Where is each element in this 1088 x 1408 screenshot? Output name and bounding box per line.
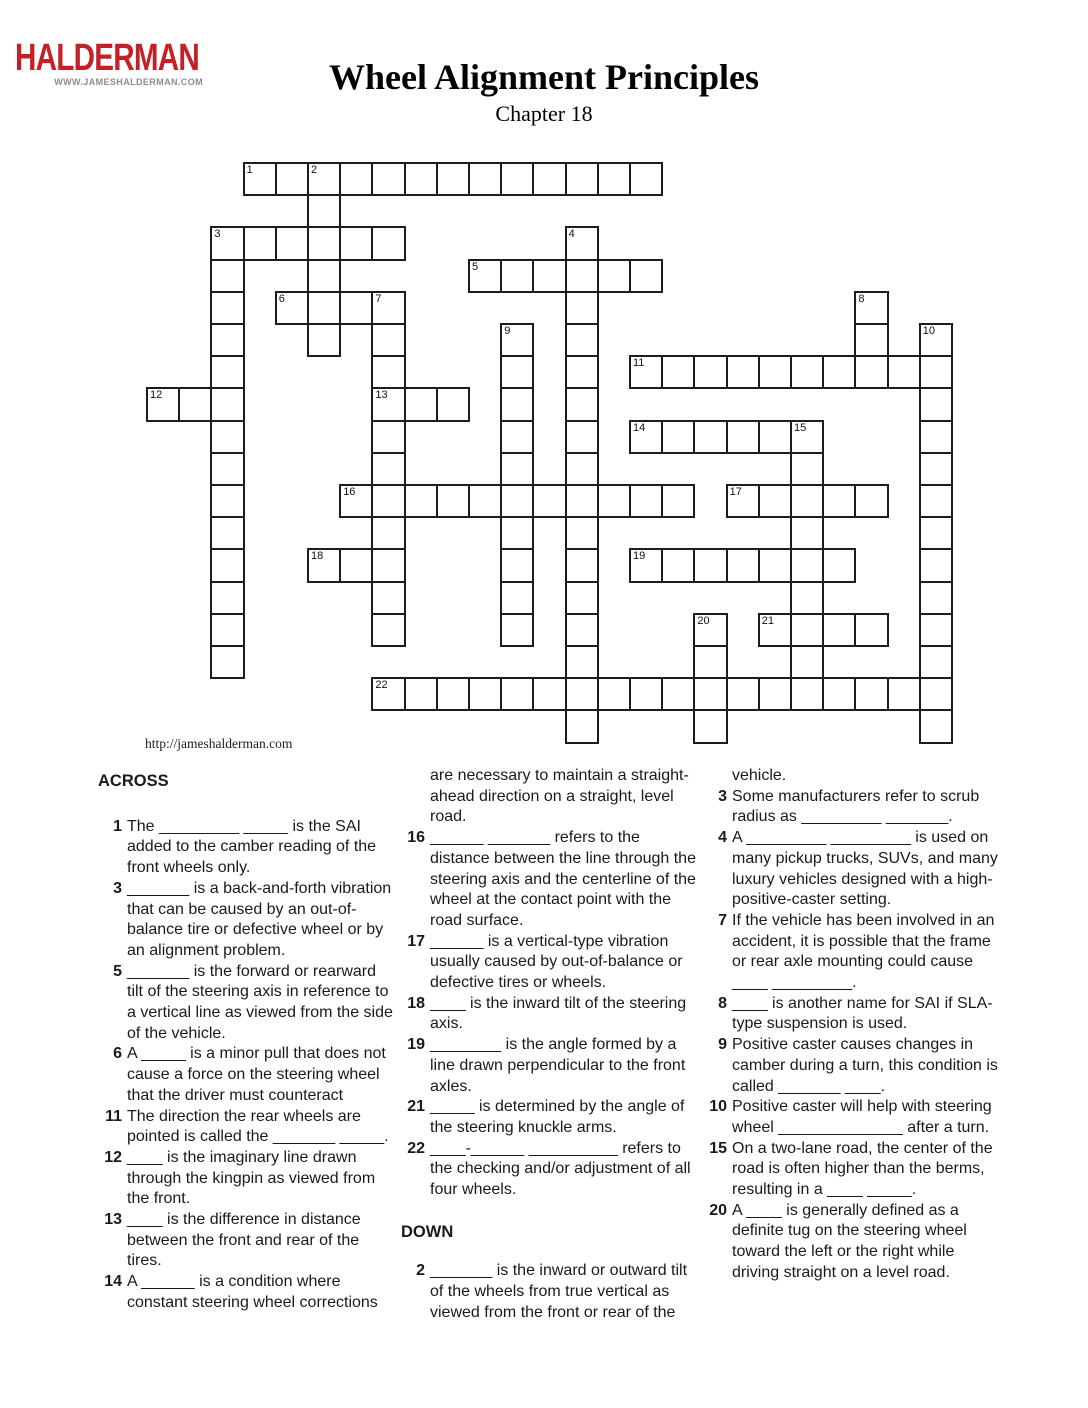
grid-cell[interactable]	[565, 226, 599, 260]
grid-cell[interactable]	[210, 548, 244, 582]
clue-text: ________ is the angle formed by a line drawn perpendicular to the front axles.	[430, 1036, 686, 1095]
clue-item-21	[401, 1097, 699, 1138]
grid-cell[interactable]	[500, 355, 534, 389]
grid-cell[interactable]	[661, 677, 695, 711]
grid-cell[interactable]	[854, 677, 888, 711]
clue-text: ____-______ __________ refers to the checking and/or adjustment of all four wheels.	[430, 1139, 691, 1199]
cell-number: 11	[633, 357, 645, 370]
grid-cell[interactable]	[822, 677, 856, 711]
clue-text: The direction the rear wheels are pointed is called the _______ _____.	[127, 1107, 389, 1146]
grid-cell[interactable]	[436, 484, 470, 518]
grid-cell[interactable]	[790, 581, 824, 615]
clue-text: vehicle.	[732, 767, 787, 784]
clue-item-11	[98, 1107, 396, 1148]
logo-brand-text: HALDERMAN	[15, 37, 199, 79]
grid-cell[interactable]	[468, 484, 502, 518]
grid-cell[interactable]	[854, 291, 888, 325]
grid-cell[interactable]	[726, 677, 760, 711]
grid-cell[interactable]	[726, 355, 760, 389]
clue-text: ______ _______ refers to the distance between the line through the steering axis and the centerline of the wheel at the contact point with the road surface.	[430, 829, 696, 929]
grid-cell[interactable]	[339, 548, 373, 582]
grid-cell[interactable]	[339, 291, 373, 325]
grid-cell[interactable]	[790, 677, 824, 711]
grid-cell[interactable]	[500, 677, 534, 711]
clue-text: _______ is the forward or rearward tilt of the steering axis in reference to a vertical line as viewed from the side of the vehicle.	[127, 962, 393, 1042]
grid-cell[interactable]	[919, 613, 953, 647]
clue-text: A ____ is generally defined as a definite tug on the steering wheel toward the left or the right while driving straight on a level road.	[732, 1201, 967, 1281]
grid-cell[interactable]	[693, 548, 727, 582]
grid-cell[interactable]	[661, 355, 695, 389]
grid-cell[interactable]	[371, 387, 405, 421]
grid-cell[interactable]	[629, 355, 663, 389]
cell-number: 18	[311, 550, 324, 563]
grid-cell[interactable]	[726, 548, 760, 582]
grid-cell[interactable]	[371, 291, 405, 325]
cell-number: 15	[794, 421, 807, 434]
grid-cell[interactable]	[468, 259, 502, 293]
grid-cell[interactable]	[919, 452, 953, 486]
grid-cell[interactable]	[693, 645, 727, 679]
grid-cell[interactable]	[178, 387, 212, 421]
clue-item-13	[98, 1210, 396, 1272]
grid-cell[interactable]	[532, 162, 566, 196]
grid-cell[interactable]	[404, 162, 438, 196]
clue-text: Some manufacturers refer to scrub radius as _________ _______.	[732, 787, 980, 826]
grid-cell[interactable]	[371, 162, 405, 196]
clue-continuation	[703, 766, 1001, 787]
clues-column-2	[401, 766, 699, 1324]
clue-item-2	[401, 1261, 699, 1323]
clue-section-header-down: DOWN	[401, 1222, 454, 1241]
grid-source-url: http://jameshalderman.com	[145, 736, 293, 751]
grid-cell[interactable]	[371, 355, 405, 389]
page-subtitle: Chapter 18	[495, 101, 593, 126]
grid-cell[interactable]	[210, 581, 244, 615]
grid-cell[interactable]	[500, 581, 534, 615]
clues-column-3	[703, 766, 1001, 1284]
grid-cell[interactable]	[565, 645, 599, 679]
clue-item-17	[401, 932, 699, 994]
clue-number: 11	[105, 1107, 122, 1125]
clue-continuation	[401, 766, 699, 828]
grid-cell[interactable]	[532, 259, 566, 293]
clue-number: 22	[407, 1139, 425, 1157]
cell-number: 3	[214, 228, 221, 241]
clue-number: 3	[718, 787, 727, 805]
grid-cell[interactable]	[500, 516, 534, 550]
grid-cell[interactable]	[436, 387, 470, 421]
grid-cell[interactable]	[307, 548, 341, 582]
grid-cell[interactable]	[565, 259, 599, 293]
grid-cell[interactable]	[822, 613, 856, 647]
grid-cell[interactable]	[371, 323, 405, 357]
grid-cell[interactable]	[661, 484, 695, 518]
grid-cell[interactable]	[790, 452, 824, 486]
clue-item-16	[401, 828, 699, 932]
grid-cell[interactable]	[371, 548, 405, 582]
grid-cell[interactable]	[919, 387, 953, 421]
grid-cell[interactable]	[500, 548, 534, 582]
grid-cell[interactable]	[629, 259, 663, 293]
cell-number: 13	[375, 389, 388, 402]
grid-cell[interactable]	[404, 677, 438, 711]
clue-text: A _____ is a minor pull that does not cause a force on the steering wheel that the driver must counteract	[127, 1045, 386, 1104]
clue-number: 2	[416, 1262, 425, 1280]
grid-cell[interactable]	[565, 291, 599, 325]
grid-cell[interactable]	[565, 420, 599, 454]
clue-number: 8	[718, 994, 727, 1012]
clue-item-14	[98, 1272, 396, 1313]
cell-number: 1	[246, 164, 253, 176]
clue-number: 18	[407, 994, 425, 1012]
clue-number: 12	[104, 1148, 122, 1166]
grid-cell[interactable]	[661, 420, 695, 454]
grid-cell[interactable]	[307, 259, 341, 293]
clue-number: 19	[407, 1036, 425, 1054]
grid-cell[interactable]	[919, 645, 953, 679]
grid-cell[interactable]	[790, 420, 824, 454]
clue-text: ______ is a vertical-type vibration usually caused by out-of-balance or defective tires or wheels.	[430, 932, 683, 992]
clue-text: A _________ _________ is used on many pickup trucks, SUVs, and many luxury vehicles designed with a high-positive-caster setting.	[732, 829, 998, 909]
grid-cell[interactable]	[887, 677, 921, 711]
grid-cell[interactable]	[758, 613, 792, 647]
cell-number: 12	[150, 389, 163, 402]
cell-number: 6	[278, 292, 285, 305]
grid-cell[interactable]	[790, 516, 824, 550]
clue-item-4	[703, 828, 1001, 911]
grid-cell[interactable]	[210, 645, 244, 679]
grid-cell[interactable]	[532, 484, 566, 518]
grid-cell[interactable]	[371, 452, 405, 486]
clue-text: ____ is the difference in distance between the front and rear of the tires.	[127, 1211, 361, 1270]
grid-cell[interactable]	[822, 355, 856, 389]
grid-cell[interactable]	[919, 581, 953, 615]
clues-column-1	[98, 771, 396, 1314]
grid-cell[interactable]	[500, 613, 534, 647]
grid-cell[interactable]	[565, 709, 599, 743]
grid-cell[interactable]	[629, 677, 663, 711]
clue-item-3	[98, 879, 396, 962]
grid-cell[interactable]	[436, 677, 470, 711]
grid-cell[interactable]	[565, 516, 599, 550]
cell-number: 9	[504, 325, 511, 337]
clue-number: 1	[113, 817, 122, 835]
grid-cell[interactable]	[307, 226, 341, 260]
clue-item-7	[703, 911, 1001, 994]
grid-cell[interactable]	[597, 484, 631, 518]
clue-item-19	[401, 1035, 699, 1097]
clue-text: Positive caster causes changes in camber during a turn, this condition is called _______ ____.	[732, 1036, 998, 1095]
cell-number: 21	[761, 614, 775, 627]
clue-number: 3	[113, 879, 122, 897]
grid-cell[interactable]	[532, 677, 566, 711]
grid-cell[interactable]	[919, 484, 953, 518]
clue-number: 21	[407, 1098, 425, 1116]
clue-text: _______ is the inward or outward tilt of the wheels from true vertical as viewed from the front or rear of the	[430, 1262, 688, 1321]
grid-cell[interactable]	[758, 548, 792, 582]
grid-cell[interactable]	[726, 484, 760, 518]
clue-text: If the vehicle has been involved in an accident, it is possible that the frame or rear axle mounting could cause ____ _________.	[732, 911, 995, 992]
grid-cell[interactable]	[919, 420, 953, 454]
cell-number: 4	[568, 228, 575, 241]
page-title: Wheel Alignment Principles	[329, 57, 759, 97]
grid-cell[interactable]	[371, 484, 405, 518]
cell-number: 20	[697, 614, 710, 627]
clue-item-1	[98, 817, 396, 879]
grid-cell[interactable]	[565, 162, 599, 196]
grid-cell[interactable]	[210, 355, 244, 389]
grid-cell[interactable]	[500, 162, 534, 196]
grid-cell[interactable]	[693, 613, 727, 647]
grid-cell[interactable]	[919, 677, 953, 711]
title-block	[0, 57, 1088, 126]
grid-cell[interactable]	[726, 420, 760, 454]
clue-item-12	[98, 1148, 396, 1210]
grid-cell[interactable]	[565, 613, 599, 647]
grid-cell[interactable]	[790, 355, 824, 389]
grid-cell[interactable]	[822, 548, 856, 582]
grid-cell[interactable]	[565, 581, 599, 615]
clue-text: are necessary to maintain a straight-ahead direction on a straight, level road.	[430, 767, 689, 826]
grid-cell[interactable]	[693, 709, 727, 743]
grid-cell[interactable]	[339, 484, 373, 518]
clue-item-18	[401, 994, 699, 1035]
grid-cell[interactable]	[243, 226, 277, 260]
grid-cell[interactable]	[210, 387, 244, 421]
grid-cell[interactable]	[404, 484, 438, 518]
clue-item-6	[98, 1044, 396, 1106]
grid-cell[interactable]	[500, 323, 534, 357]
cell-number: 19	[633, 550, 646, 563]
clue-number: 15	[709, 1139, 727, 1157]
grid-cell[interactable]	[339, 162, 373, 196]
cell-number: 17	[729, 486, 742, 498]
cell-number: 7	[375, 292, 382, 305]
grid-cell[interactable]	[275, 291, 309, 325]
clue-text: ____ is the imaginary line drawn through the kingpin as viewed from the front.	[127, 1148, 376, 1208]
clue-item-5	[98, 962, 396, 1045]
grid-cell[interactable]	[693, 355, 727, 389]
grid-cell[interactable]	[565, 484, 599, 518]
grid-cell[interactable]	[565, 355, 599, 389]
cell-number: 14	[633, 421, 646, 434]
clue-number: 10	[709, 1098, 727, 1116]
grid-cell[interactable]	[146, 387, 180, 421]
clue-item-8	[703, 994, 1001, 1035]
grid-cell[interactable]	[597, 259, 631, 293]
grid-cell[interactable]	[854, 355, 888, 389]
grid-cell[interactable]	[887, 355, 921, 389]
clue-number: 13	[104, 1211, 122, 1229]
grid-cell[interactable]	[919, 709, 953, 743]
grid-cell[interactable]	[629, 548, 663, 582]
cell-number: 5	[472, 260, 479, 273]
clue-number: 5	[113, 962, 122, 980]
clue-item-15	[703, 1139, 1001, 1201]
grid-cell[interactable]	[404, 387, 438, 421]
clue-number: 4	[718, 829, 727, 847]
grid-cell[interactable]	[275, 162, 309, 196]
grid-cell[interactable]	[693, 420, 727, 454]
grid-cell[interactable]	[210, 323, 244, 357]
clue-text: _______ is a back-and-forth vibration that can be caused by an out-of-balance tire or defective wheel or by an alignment problem.	[127, 879, 392, 959]
clue-item-22	[401, 1139, 699, 1201]
grid-cell[interactable]	[243, 162, 277, 196]
grid-cell[interactable]	[565, 677, 599, 711]
logo-website-text: WWW.JAMESHALDERMAN.COM	[54, 77, 203, 87]
grid-cell[interactable]	[371, 420, 405, 454]
clue-number: 6	[113, 1045, 122, 1063]
grid-cell[interactable]	[629, 484, 663, 518]
clue-text: Positive caster will help with steering wheel ______________ after a turn.	[732, 1098, 992, 1136]
grid-cell[interactable]	[790, 613, 824, 647]
grid-cell[interactable]	[210, 516, 244, 550]
grid-cell[interactable]	[210, 452, 244, 486]
grid-cell[interactable]	[693, 677, 727, 711]
crossword-grid	[146, 162, 953, 744]
grid-cell[interactable]	[210, 420, 244, 454]
clue-text: The _________ _____ is the SAI added to the camber reading of the front wheels only.	[127, 817, 377, 877]
clue-item-3	[703, 787, 1001, 828]
clue-number: 16	[407, 829, 425, 847]
grid-cell[interactable]	[500, 259, 534, 293]
grid-cell[interactable]	[468, 162, 502, 196]
clue-number: 14	[104, 1273, 122, 1291]
grid-cell[interactable]	[790, 548, 824, 582]
grid-cell[interactable]	[565, 548, 599, 582]
clue-text: ____ is another name for SAI if SLA-type suspension is used.	[732, 994, 993, 1033]
grid-cell[interactable]	[854, 484, 888, 518]
grid-cell[interactable]	[436, 162, 470, 196]
grid-cell[interactable]	[661, 548, 695, 582]
grid-cell[interactable]	[565, 323, 599, 357]
grid-cell[interactable]	[790, 645, 824, 679]
grid-cell[interactable]	[854, 613, 888, 647]
grid-cell[interactable]	[210, 613, 244, 647]
grid-cell[interactable]	[565, 387, 599, 421]
grid-cell[interactable]	[758, 484, 792, 518]
grid-cell[interactable]	[307, 291, 341, 325]
grid-cell[interactable]	[371, 516, 405, 550]
grid-cell[interactable]	[919, 516, 953, 550]
grid-cell[interactable]	[629, 162, 663, 196]
clue-item-20	[703, 1201, 1001, 1284]
grid-cell[interactable]	[210, 291, 244, 325]
grid-cell[interactable]	[210, 484, 244, 518]
clue-text: ____ is the inward tilt of the steering axis.	[430, 994, 687, 1033]
grid-cell[interactable]	[919, 548, 953, 582]
cell-number: 16	[343, 486, 356, 498]
grid-cell[interactable]	[919, 323, 953, 357]
grid-cell[interactable]	[371, 613, 405, 647]
grid-cell[interactable]	[500, 420, 534, 454]
grid-cell[interactable]	[790, 484, 824, 518]
grid-cell[interactable]	[500, 452, 534, 486]
grid-cell[interactable]	[565, 452, 599, 486]
grid-cell[interactable]	[210, 226, 244, 260]
cell-number: 2	[311, 164, 318, 176]
clue-section-header-across: ACROSS	[98, 772, 169, 790]
grid-cell[interactable]	[629, 420, 663, 454]
grid-cell[interactable]	[307, 323, 341, 357]
clue-number: 17	[407, 932, 425, 950]
clue-text: _____ is determined by the angle of the steering knuckle arms.	[430, 1098, 685, 1136]
grid-cell[interactable]	[500, 387, 534, 421]
grid-cell[interactable]	[307, 162, 341, 196]
clue-item-10	[703, 1097, 1001, 1138]
cell-number: 22	[375, 679, 388, 692]
grid-cell[interactable]	[468, 677, 502, 711]
grid-cell[interactable]	[371, 226, 405, 260]
grid-cell[interactable]	[758, 355, 792, 389]
grid-cell[interactable]	[919, 355, 953, 389]
clue-text: On a two-lane road, the center of the road is often higher than the berms, resulting in a ____ _____.	[732, 1139, 993, 1199]
grid-cell[interactable]	[371, 677, 405, 711]
grid-cell[interactable]	[307, 194, 341, 228]
grid-cell[interactable]	[597, 677, 631, 711]
clue-number: 20	[709, 1201, 727, 1219]
grid-cell[interactable]	[210, 259, 244, 293]
cell-number: 10	[922, 325, 936, 337]
grid-cell[interactable]	[854, 323, 888, 357]
clue-item-9	[703, 1035, 1001, 1097]
cell-number: 8	[858, 292, 865, 305]
grid-cell[interactable]	[339, 226, 373, 260]
grid-cell[interactable]	[371, 581, 405, 615]
clue-number: 9	[718, 1036, 727, 1054]
grid-cell[interactable]	[822, 484, 856, 518]
grid-cell[interactable]	[275, 226, 309, 260]
clue-text: A ______ is a condition where constant steering wheel corrections	[127, 1273, 378, 1311]
clue-number: 7	[718, 911, 727, 929]
grid-cell[interactable]	[758, 420, 792, 454]
grid-cell[interactable]	[500, 484, 534, 518]
grid-cell[interactable]	[597, 162, 631, 196]
grid-cell[interactable]	[758, 677, 792, 711]
